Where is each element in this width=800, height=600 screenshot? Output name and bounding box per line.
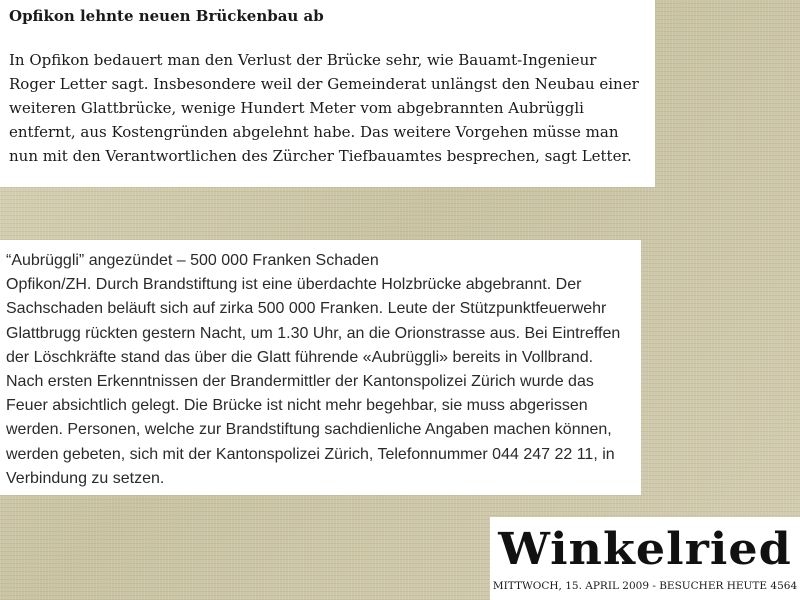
article-panel-aubrueggli: [0, 240, 641, 495]
article-body: In Opfikon bedauert man den Verlust der Brücke sehr, wie Bauamt-Ingenieur Roger Letter sagt. Insbesondere weil der Gemeinderat unlängst den Neubau einer weiteren Glattbrücke, wenige Hundert Meter vom abgebrannten Aubrüggli entfernt, aus Kostengründen abgelehnt habe. Das weitere Vorgehen müsse man nun mit den Verantwortlichen des Zürcher Tiefbauamtes besprechen, sagt Letter.: [9, 51, 639, 165]
article-panel-opfikon: [0, 0, 655, 187]
winkelried-logo[interactable]: Winkelried: [498, 523, 792, 575]
date-visitor-line: MITTWOCH, 15. APRIL 2009 - BESUCHER HEUTE 4564: [492, 580, 798, 592]
article-headline: “Aubrüggli” angezündet – 500 000 Franken Schaden: [6, 252, 379, 269]
article-headline: Opfikon lehnte neuen Brückenbau ab: [9, 7, 324, 25]
article-body: Opfikon/ZH. Durch Brandstiftung ist eine überdachte Holzbrücke abgebrannt. Der Sachschaden beläuft sich auf zirka 500 000 Franken. Leute der Stützpunktfeuerwehr Glattbrugg rückten gestern Nacht, um 1.30 Uhr, an die Orionstrasse aus. Bei Eintreffen der Löschkräfte stand das über die Glatt führende «Aubrüggli» bereits in Vollbrand. Nach ersten Erkenntnissen der Brandermittler der Kantonspolizei Zürich wurde das Feuer absichtlich gelegt. Die Brücke ist nicht mehr begehbar, sie muss abgerissen werden. Personen, welche zur Brandstiftung sachdienliche Angaben machen können, werden gebeten, sich mit der Kantonspolizei Zürich, Telefonnummer 044 247 22 11, in Verbindung zu setzen.: [6, 276, 621, 487]
masthead: [490, 517, 800, 600]
